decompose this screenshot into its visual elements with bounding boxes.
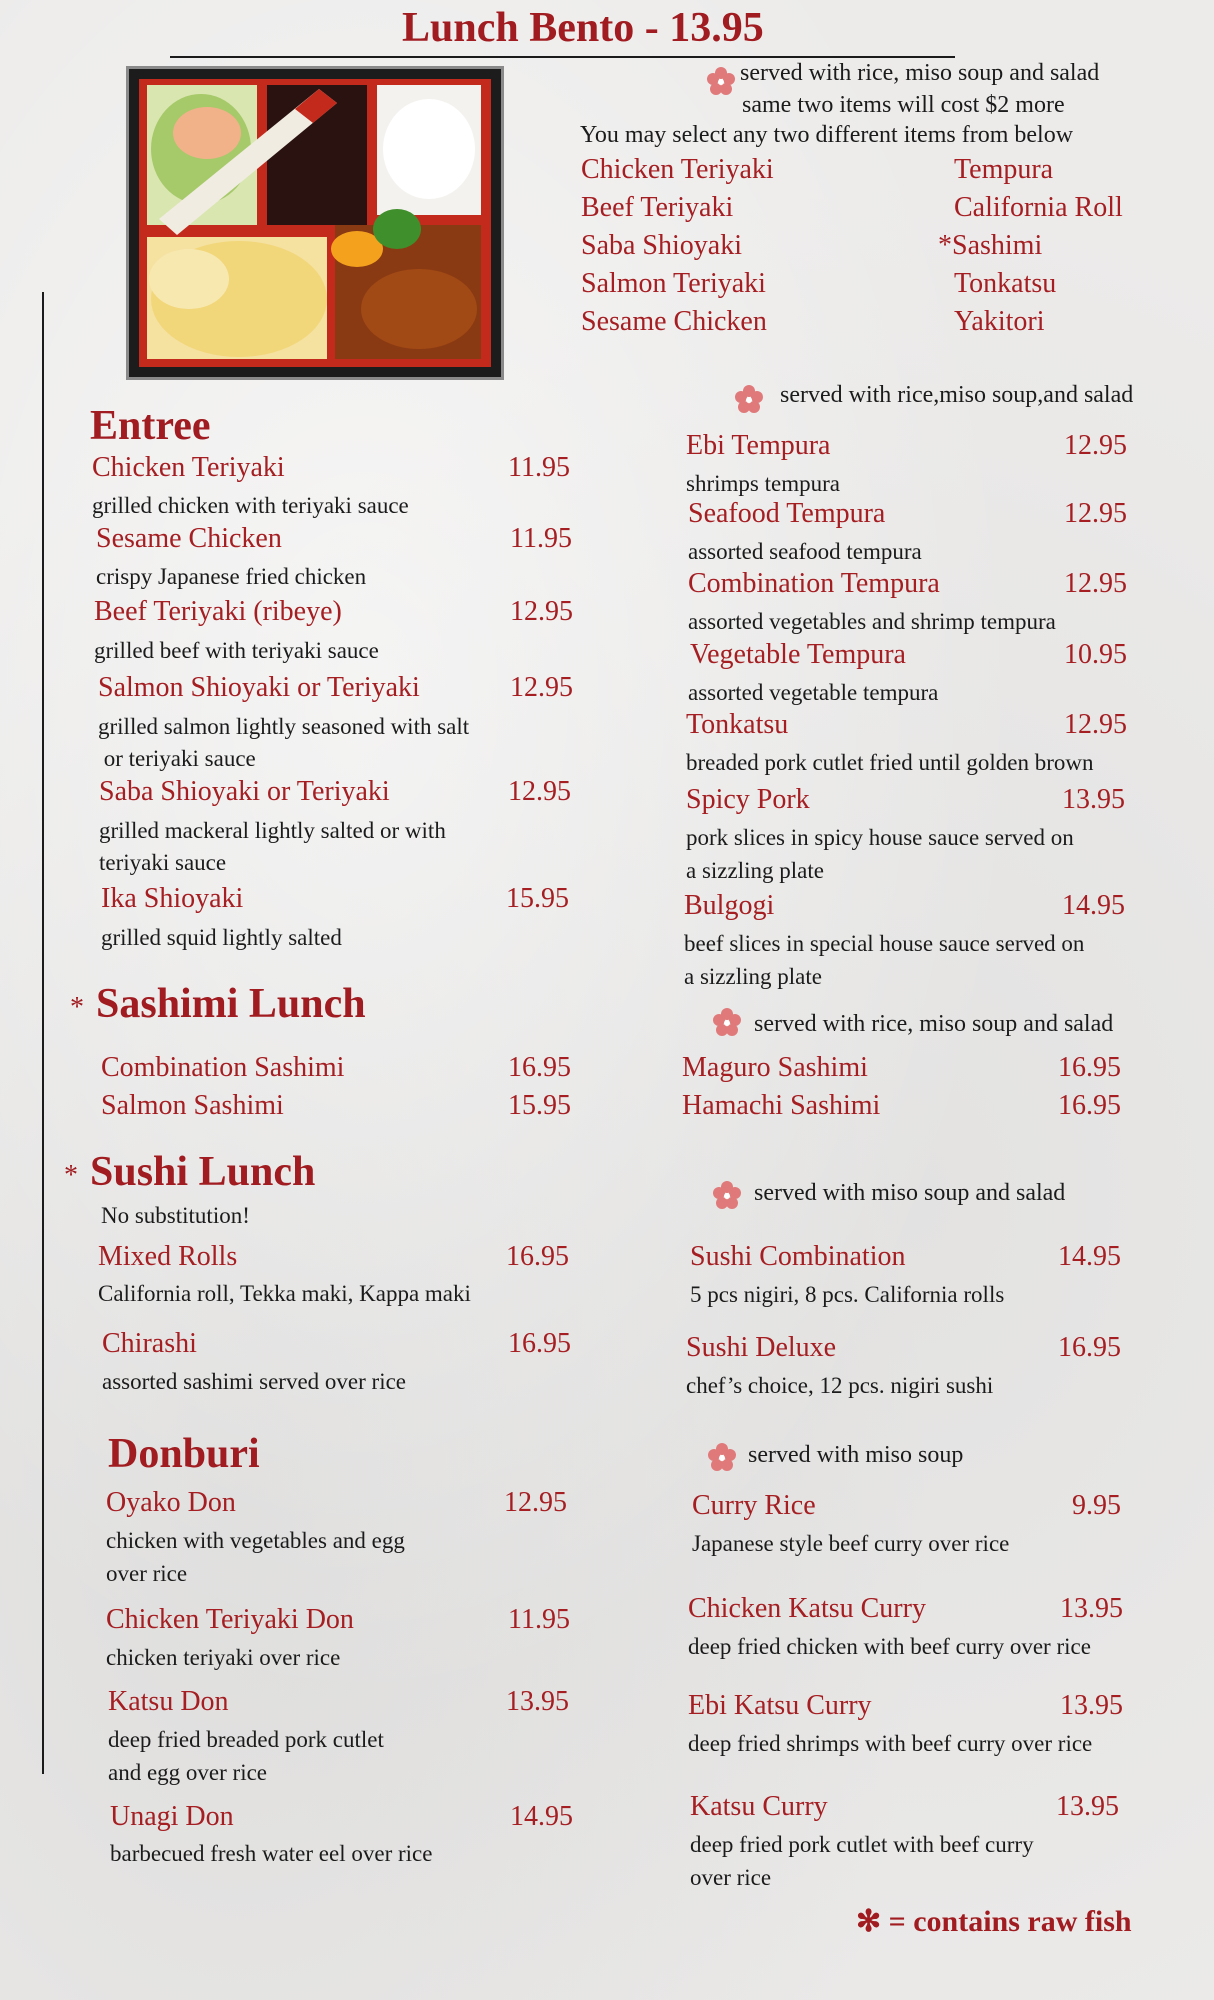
menu-item-price: 11.95 <box>510 523 572 554</box>
menu-item-desc: deep fried pork cutlet with beef curry <box>690 1832 1034 1857</box>
menu-item-name: Katsu Don <box>108 1686 229 1717</box>
menu-item-desc: a sizzling plate <box>684 964 822 989</box>
menu-item-name: Spicy Pork <box>686 784 810 815</box>
menu-item-desc: chicken teriyaki over rice <box>106 1645 341 1670</box>
menu-item-price: 13.95 <box>1062 784 1125 815</box>
menu-item-desc: and egg over rice <box>108 1760 268 1785</box>
entree-heading: Entree <box>90 403 211 449</box>
menu-item-name: Maguro Sashimi <box>682 1052 868 1083</box>
menu-item-price: 12.95 <box>1064 709 1127 740</box>
menu-item-name: Unagi Don <box>110 1801 234 1832</box>
menu-item-desc: chef’s choice, 12 pcs. nigiri sushi <box>686 1373 994 1398</box>
menu-item-price: 16.95 <box>1058 1332 1121 1363</box>
menu-item-desc: a sizzling plate <box>686 858 824 883</box>
menu-item-desc: Japanese style beef curry over rice <box>692 1531 1010 1556</box>
menu-item-desc: chicken with vegetables and egg <box>106 1528 405 1553</box>
bento-choice: Salmon Teriyaki <box>581 268 766 299</box>
menu-item-price: 16.95 <box>506 1241 569 1272</box>
menu-item-name: Sushi Combination <box>690 1241 906 1272</box>
menu-item-name: Sesame Chicken <box>96 523 282 554</box>
menu-item-price: 12.95 <box>510 672 573 703</box>
menu-item-price: 11.95 <box>508 1604 570 1635</box>
raw-fish-legend <box>856 1904 1132 1939</box>
sashimi-heading: Sashimi Lunch <box>96 981 366 1027</box>
menu-item-desc: over rice <box>106 1561 188 1586</box>
menu-item-name: Vegetable Tempura <box>690 639 906 670</box>
menu-item-price: 13.95 <box>1060 1593 1123 1624</box>
raw-fish-star: * <box>64 1160 78 1191</box>
flower-icon <box>712 1180 742 1210</box>
tempura-note: served with rice,miso soup,and salad <box>780 382 1134 408</box>
menu-item-price: 15.95 <box>506 883 569 914</box>
menu-item-desc: grilled squid lightly salted <box>101 925 342 950</box>
menu-item-name: Ebi Katsu Curry <box>688 1690 872 1721</box>
bento-choice: Beef Teriyaki <box>581 192 734 223</box>
flower-icon <box>707 1442 737 1472</box>
raw-fish-star: * <box>70 992 84 1023</box>
menu-item-price: 12.95 <box>1064 568 1127 599</box>
page-title: Lunch Bento - 13.95 <box>402 5 764 51</box>
menu-item-price: 14.95 <box>510 1801 573 1832</box>
menu-item-desc: California roll, Tekka maki, Kappa maki <box>98 1281 471 1306</box>
menu-item-price: 12.95 <box>1064 430 1127 461</box>
menu-item-desc: assorted seafood tempura <box>688 539 922 564</box>
menu-item-desc: grilled mackeral lightly salted or with <box>99 818 446 843</box>
menu-item-price: 10.95 <box>1064 639 1127 670</box>
menu-item-name: Bulgogi <box>684 890 775 921</box>
sushi-heading: Sushi Lunch <box>90 1149 316 1195</box>
menu-item-name: Chicken Teriyaki <box>92 452 285 483</box>
menu-item-name: Oyako Don <box>106 1487 236 1518</box>
bento-photo <box>126 66 504 380</box>
menu-item-desc: deep fried breaded pork cutlet <box>108 1727 384 1752</box>
menu-item-price: 16.95 <box>508 1328 571 1359</box>
bento-choice: Yakitori <box>954 306 1045 337</box>
menu-item-name: Salmon Sashimi <box>101 1090 284 1121</box>
menu-item-name: Saba Shioyaki or Teriyaki <box>99 776 390 807</box>
menu-item-desc: barbecued fresh water eel over rice <box>110 1841 433 1866</box>
menu-item-desc: 5 pcs nigiri, 8 pcs. California rolls <box>690 1282 1005 1307</box>
menu-item-desc: deep fried shrimps with beef curry over rice <box>688 1731 1093 1756</box>
title-divider <box>170 56 955 58</box>
menu-item-desc: pork slices in spicy house sauce served on <box>686 825 1074 850</box>
menu-item-desc: grilled beef with teriyaki sauce <box>94 638 379 663</box>
menu-item-name: Chirashi <box>102 1328 197 1359</box>
menu-item-desc: grilled salmon lightly seasoned with salt <box>98 714 470 739</box>
menu-item-desc: assorted sashimi served over rice <box>102 1369 407 1394</box>
menu-item-name: Katsu Curry <box>690 1791 828 1822</box>
menu-item-price: 16.95 <box>508 1052 571 1083</box>
bento-choice: California Roll <box>954 192 1123 223</box>
bento-choice: *Sashimi <box>938 230 1043 261</box>
sashimi-note: served with rice, miso soup and salad <box>754 1011 1114 1037</box>
menu-item-price: 13.95 <box>1056 1791 1119 1822</box>
sushi-subtitle: No substitution! <box>101 1203 250 1228</box>
menu-item-desc: shrimps tempura <box>686 471 840 496</box>
menu-item-name: Sushi Deluxe <box>686 1332 837 1363</box>
menu-item-desc: assorted vegetable tempura <box>688 680 939 705</box>
flower-icon <box>712 1007 742 1037</box>
left-border-line <box>42 292 44 1774</box>
donburi-heading: Donburi <box>108 1431 260 1477</box>
menu-item-price: 15.95 <box>508 1090 571 1121</box>
menu-item-price: 12.95 <box>510 596 573 627</box>
menu-item-name: Ebi Tempura <box>686 430 831 461</box>
menu-item-name: Salmon Shioyaki or Teriyaki <box>98 672 420 703</box>
menu-item-desc: assorted vegetables and shrimp tempura <box>688 609 1056 634</box>
menu-item-price: 12.95 <box>1064 498 1127 529</box>
menu-item-desc: over rice <box>690 1865 772 1890</box>
menu-item-name: Beef Teriyaki (ribeye) <box>94 596 342 627</box>
menu-item-name: Curry Rice <box>692 1490 816 1521</box>
bento-choice: Chicken Teriyaki <box>581 154 774 185</box>
bento-note-select: You may select any two different items from below <box>580 122 1074 148</box>
bento-note-served: served with rice, miso soup and salad <box>740 60 1100 86</box>
bento-box-illustration <box>129 69 501 377</box>
menu-item-name: Mixed Rolls <box>98 1241 238 1272</box>
bento-note-same-items: same two items will cost $2 more <box>742 92 1065 118</box>
menu-item-desc: grilled chicken with teriyaki sauce <box>92 493 409 518</box>
menu-item-name: Chicken Teriyaki Don <box>106 1604 354 1635</box>
menu-item-price: 16.95 <box>1058 1090 1121 1121</box>
menu-item-desc: or teriyaki sauce <box>98 746 256 771</box>
menu-item-name: Ika Shioyaki <box>101 883 244 914</box>
bento-choice: Tonkatsu <box>954 268 1057 299</box>
flower-icon <box>734 384 764 414</box>
menu-item-name: Seafood Tempura <box>688 498 886 529</box>
menu-item-desc: breaded pork cutlet fried until golden brown <box>686 750 1094 775</box>
menu-item-price: 9.95 <box>1072 1490 1121 1521</box>
bento-choice: Tempura <box>954 154 1054 185</box>
menu-item-desc: beef slices in special house sauce served on <box>684 931 1085 956</box>
menu-item-name: Tonkatsu <box>686 709 789 740</box>
menu-item-price: 14.95 <box>1058 1241 1121 1272</box>
menu-item-name: Combination Tempura <box>688 568 940 599</box>
menu-item-desc: teriyaki sauce <box>99 850 227 875</box>
flower-icon <box>706 66 736 96</box>
menu-item-price: 16.95 <box>1058 1052 1121 1083</box>
sushi-note: served with miso soup and salad <box>754 1180 1066 1206</box>
asterisk-icon: ✻ <box>856 1905 882 1938</box>
bento-choice: Sesame Chicken <box>581 306 767 337</box>
menu-item-price: 14.95 <box>1062 890 1125 921</box>
menu-item-name: Combination Sashimi <box>101 1052 345 1083</box>
menu-item-price: 12.95 <box>504 1487 567 1518</box>
menu-item-desc: deep fried chicken with beef curry over rice <box>688 1634 1091 1659</box>
menu-item-price: 12.95 <box>508 776 571 807</box>
donburi-note: served with miso soup <box>748 1442 964 1468</box>
menu-item-price: 11.95 <box>508 452 570 483</box>
menu-item-price: 13.95 <box>506 1686 569 1717</box>
bento-choice: Saba Shioyaki <box>581 230 742 261</box>
menu-item-desc: crispy Japanese fried chicken <box>96 564 367 589</box>
menu-item-price: 13.95 <box>1060 1690 1123 1721</box>
legend-text: = contains raw fish <box>888 1905 1132 1938</box>
menu-item-name: Chicken Katsu Curry <box>688 1593 926 1624</box>
menu-item-name: Hamachi Sashimi <box>682 1090 881 1121</box>
